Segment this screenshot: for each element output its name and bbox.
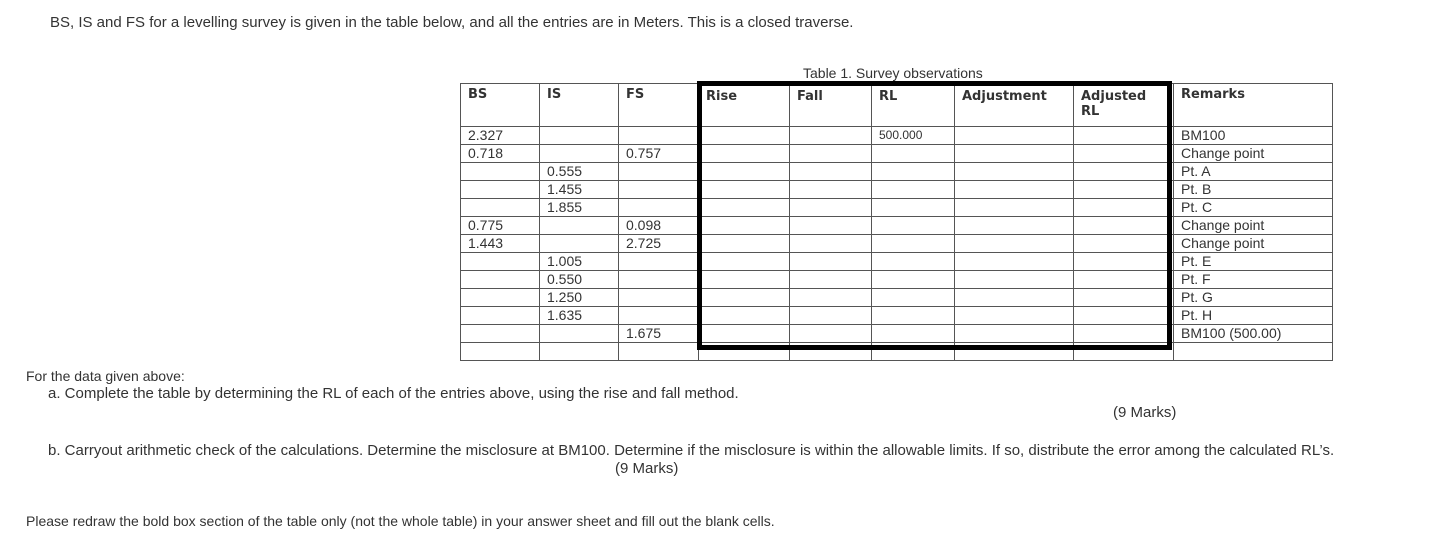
intro-text: BS, IS and FS for a levelling survey is given in the table below, and all the entries are in Meters. This is a closed traverse. (50, 14, 854, 31)
cell-adjustment (955, 235, 1074, 253)
cell-adjustment (955, 289, 1074, 307)
cell-fs (619, 289, 699, 307)
cell-fs: 2.725 (619, 235, 699, 253)
cell-bs (461, 325, 540, 343)
header-fs: FS (619, 84, 699, 127)
cell-rl (872, 145, 955, 163)
cell-remarks: Pt. B (1174, 181, 1333, 199)
cell-fall (790, 163, 872, 181)
cell-fall (790, 199, 872, 217)
cell-fs (619, 163, 699, 181)
cell-rise (699, 181, 790, 199)
table-row (461, 199, 1333, 217)
table-caption: Table 1. Survey observations (803, 65, 983, 81)
cell-rise (699, 271, 790, 289)
table-row (461, 145, 1333, 163)
cell-rl (872, 181, 955, 199)
cell-is: 1.635 (540, 307, 619, 325)
cell-fs (619, 307, 699, 325)
cell-blank (699, 343, 790, 361)
table-header-row (461, 84, 1333, 127)
cell-fall (790, 253, 872, 271)
cell-blank (461, 343, 540, 361)
cell-adjustment (955, 307, 1074, 325)
cell-adjusted-rl (1074, 127, 1174, 145)
cell-adjusted-rl (1074, 325, 1174, 343)
cell-adjustment (955, 325, 1074, 343)
cell-rise (699, 325, 790, 343)
cell-bs (461, 253, 540, 271)
cell-adjustment (955, 145, 1074, 163)
cell-bs (461, 271, 540, 289)
cell-rise (699, 199, 790, 217)
cell-adjustment (955, 163, 1074, 181)
cell-remarks: Change point (1174, 217, 1333, 235)
cell-remarks: Pt. G (1174, 289, 1333, 307)
cell-remarks: Pt. E (1174, 253, 1333, 271)
cell-adjustment (955, 217, 1074, 235)
table-row (461, 235, 1333, 253)
cell-rl (872, 289, 955, 307)
cell-adjusted-rl (1074, 307, 1174, 325)
cell-is (540, 145, 619, 163)
cell-is (540, 235, 619, 253)
cell-fall (790, 127, 872, 145)
cell-is: 0.555 (540, 163, 619, 181)
cell-fall (790, 289, 872, 307)
cell-fs (619, 127, 699, 145)
cell-adjusted-rl (1074, 253, 1174, 271)
cell-bs (461, 181, 540, 199)
cell-remarks: BM100 (1174, 127, 1333, 145)
question-a: a. Complete the table by determining the RL of each of the entries above, using the rise and fall method. (48, 385, 739, 402)
header-bs: BS (461, 84, 540, 127)
cell-bs: 0.718 (461, 145, 540, 163)
cell-bs: 2.327 (461, 127, 540, 145)
cell-fs (619, 199, 699, 217)
cell-blank (955, 343, 1074, 361)
cell-adjustment (955, 127, 1074, 145)
cell-adjusted-rl (1074, 271, 1174, 289)
instruction-note: Please redraw the bold box section of the table only (not the whole table) in your answer sheet and fill out the blank cells. (26, 513, 775, 529)
cell-blank (872, 343, 955, 361)
question-b-marks: (9 Marks) (615, 460, 679, 477)
cell-fs (619, 271, 699, 289)
cell-bs (461, 199, 540, 217)
cell-rise (699, 217, 790, 235)
cell-fs: 0.098 (619, 217, 699, 235)
cell-adjusted-rl (1074, 163, 1174, 181)
cell-is (540, 127, 619, 145)
cell-adjusted-rl (1074, 235, 1174, 253)
cell-rise (699, 235, 790, 253)
table-row (461, 325, 1333, 343)
cell-bs (461, 289, 540, 307)
cell-fall (790, 145, 872, 163)
cell-rise (699, 163, 790, 181)
cell-rl: 500.000 (872, 127, 955, 145)
cell-adjustment (955, 271, 1074, 289)
survey-table (460, 83, 1333, 361)
cell-fall (790, 325, 872, 343)
header-adjusted-rl-line1: Adjusted (1081, 89, 1147, 104)
cell-adjustment (955, 181, 1074, 199)
cell-rl (872, 199, 955, 217)
header-adjusted-rl (1074, 84, 1174, 127)
cell-rl (872, 271, 955, 289)
cell-blank (619, 343, 699, 361)
cell-is: 1.250 (540, 289, 619, 307)
cell-remarks: Pt. C (1174, 199, 1333, 217)
table-row (461, 127, 1333, 145)
cell-rise (699, 253, 790, 271)
cell-rl (872, 235, 955, 253)
cell-adjustment (955, 199, 1074, 217)
header-remarks: Remarks (1174, 84, 1333, 127)
cell-is: 1.005 (540, 253, 619, 271)
cell-rise (699, 289, 790, 307)
header-rl: RL (872, 84, 955, 127)
cell-adjustment (955, 253, 1074, 271)
table-row-blank (461, 343, 1333, 361)
cell-adjusted-rl (1074, 145, 1174, 163)
table-row (461, 289, 1333, 307)
cell-fs: 0.757 (619, 145, 699, 163)
cell-remarks: Pt. F (1174, 271, 1333, 289)
table-row (461, 163, 1333, 181)
cell-blank (790, 343, 872, 361)
header-adjusted-rl-line2: RL (1081, 104, 1100, 119)
header-is: IS (540, 84, 619, 127)
cell-bs: 0.775 (461, 217, 540, 235)
cell-is: 0.550 (540, 271, 619, 289)
cell-fall (790, 271, 872, 289)
cell-fs (619, 181, 699, 199)
cell-rl (872, 217, 955, 235)
questions-intro: For the data given above: (26, 368, 185, 384)
cell-remarks: Change point (1174, 235, 1333, 253)
cell-rl (872, 253, 955, 271)
table-row (461, 307, 1333, 325)
cell-rise (699, 145, 790, 163)
cell-is: 1.855 (540, 199, 619, 217)
cell-bs: 1.443 (461, 235, 540, 253)
header-adjustment: Adjustment (955, 84, 1074, 127)
cell-remarks: BM100 (500.00) (1174, 325, 1333, 343)
cell-remarks: Pt. A (1174, 163, 1333, 181)
cell-fall (790, 307, 872, 325)
question-a-marks: (9 Marks) (1113, 404, 1177, 421)
table-row (461, 181, 1333, 199)
cell-is: 1.455 (540, 181, 619, 199)
cell-blank (1174, 343, 1333, 361)
cell-adjusted-rl (1074, 181, 1174, 199)
cell-rl (872, 307, 955, 325)
cell-fall (790, 217, 872, 235)
header-rise: Rise (699, 84, 790, 127)
cell-rise (699, 127, 790, 145)
header-fall: Fall (790, 84, 872, 127)
cell-bs (461, 307, 540, 325)
question-b: b. Carryout arithmetic check of the calculations. Determine the misclosure at BM100. Determine if the misclosure is within the allowable limits. If so, distribute the error among the calculated RL’s. (48, 442, 1335, 459)
cell-remarks: Change point (1174, 145, 1333, 163)
cell-remarks: Pt. H (1174, 307, 1333, 325)
table-row (461, 271, 1333, 289)
table-row (461, 217, 1333, 235)
cell-fall (790, 235, 872, 253)
cell-is (540, 217, 619, 235)
cell-blank (1074, 343, 1174, 361)
cell-blank (540, 343, 619, 361)
cell-is (540, 325, 619, 343)
cell-rl (872, 163, 955, 181)
cell-fall (790, 181, 872, 199)
cell-adjusted-rl (1074, 199, 1174, 217)
cell-rl (872, 325, 955, 343)
cell-fs (619, 253, 699, 271)
cell-adjusted-rl (1074, 217, 1174, 235)
cell-rise (699, 307, 790, 325)
cell-fs: 1.675 (619, 325, 699, 343)
table-row (461, 253, 1333, 271)
cell-bs (461, 163, 540, 181)
cell-adjusted-rl (1074, 289, 1174, 307)
